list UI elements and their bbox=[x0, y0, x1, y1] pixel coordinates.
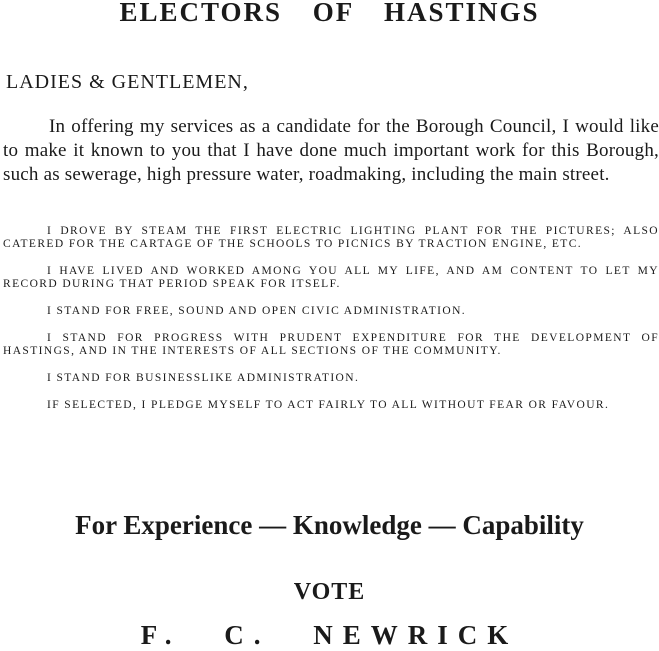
vote-heading: VOTE bbox=[293, 579, 366, 605]
pledge-paragraph: I STAND FOR BUSINESSLIKE ADMINISTRATION. bbox=[47, 372, 360, 384]
page-title: ELECTORS OF HASTINGS bbox=[119, 0, 540, 27]
candidate-name: F. C. NEWRICK bbox=[140, 620, 519, 650]
pledge-paragraph: IF SELECTED, I PLEDGE MYSELF TO ACT FAIRLY TO ALL WITHOUT FEAR OR FAVOUR. bbox=[47, 399, 610, 411]
pledge-paragraph: I STAND FOR FREE, SOUND AND OPEN CIVIC ADMINISTRATION. bbox=[47, 305, 467, 317]
pledge-paragraph: I DROVE BY STEAM THE FIRST ELECTRIC LIGHTING PLANT FOR THE PICTURES; ALSO CATERED FOR THE CARTAGE OF THE SCHOOLS TO PICNICS BY TRACTION ENGINE, ETC. bbox=[3, 225, 659, 250]
slogan: For Experience — Knowledge — Capability bbox=[75, 510, 584, 540]
pledge-paragraph: I STAND FOR PROGRESS WITH PRUDENT EXPENDITURE FOR THE DEVELOPMENT OF HASTINGS, AND IN THE INTERESTS OF ALL SECTIONS OF THE COMMUNITY. bbox=[3, 332, 659, 357]
pledge-list bbox=[3, 225, 659, 426]
intro-paragraph: In offering my services as a candidate for the Borough Council, I would like to make it known to you that I have done much important work for this Borough, such as sewerage, high pressure water, roadmaking, including the main street. bbox=[3, 116, 659, 185]
pledge-paragraph: I HAVE LIVED AND WORKED AMONG YOU ALL MY LIFE, AND AM CONTENT TO LET MY RECORD DURING THAT PERIOD SPEAK FOR ITSELF. bbox=[3, 265, 659, 290]
salutation: LADIES & GENTLEMEN, bbox=[6, 71, 249, 93]
